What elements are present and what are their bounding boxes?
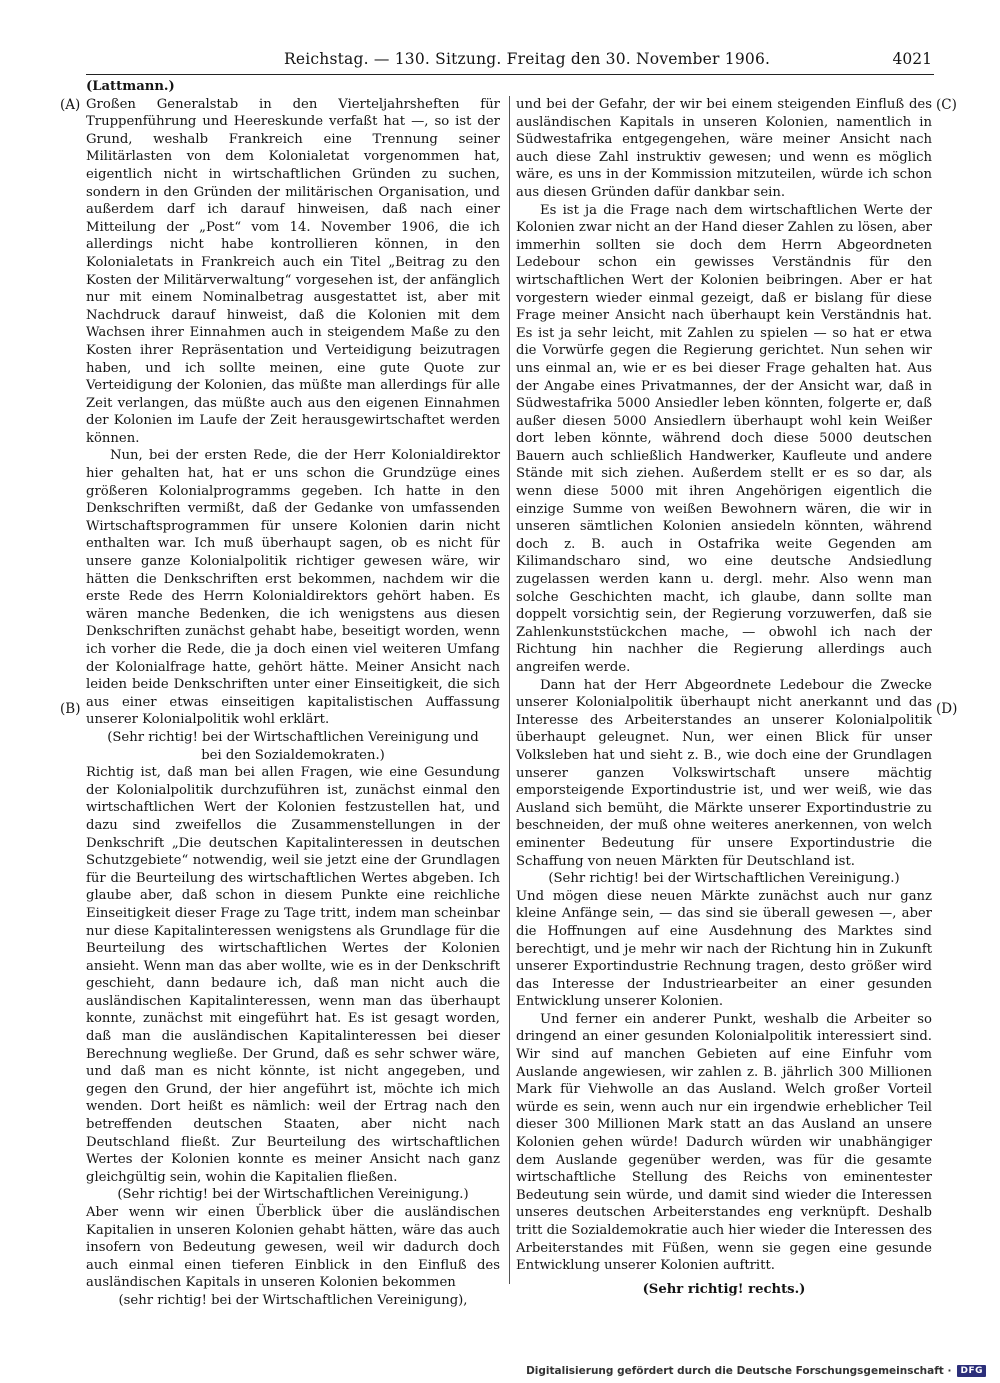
- digitization-footer: [526, 1365, 986, 1377]
- interjection: (Sehr richtig! bei der Wirtschaftlichen Vereinigung.): [117, 1187, 469, 1203]
- paragraph: Großen Generalstab in den Vierteljahrsheften für Truppenführung und Heereskunde verfaßt hat —, so ist der Grund, weshalb Frankreich eine Trennung seiner Militärlasten von dem Kolonialetat vorgenommen hat, eigentlich nicht in wirtschaftlichen Gründen zu suchen, sondern in den Gründen der militärischen Organisation, und außerdem darf ich darauf hinweisen, daß nach einer Mitteilung der „Post“ vom 14. November 1906, die ich allerdings nicht habe kontrollieren können, in den Kolonialetats in Frankreich auch ein Titel „Beitrag zu den Kosten der Militärverwaltung“ vorgesehen ist, der anfänglich nur mit einem Nominalbetrag ausgestattet ist, aber mit Nachdruck darauf hinweist, daß die Kolonien mit dem Wachsen ihrer Einnahmen auch in steigendem Maße zu den Kosten ihrer Repräsentation und Verteidigung beizutragen haben, und ich sollte meinen, eine gute Quote zur Verteidigung der Kolonien, das müßte man allerdings für alle Zeit verlangen, das müßte auch aus den eigenen Einnahmen der Kolonien im Laufe der Zeit herausgewirtschaftet werden können.: [86, 96, 500, 446]
- paragraph: Richtig ist, daß man bei allen Fragen, wie eine Gesundung der Kolonialpolitik durchzuführen ist, zunächst einmal den wirtschaftlichen Wert der Kolonien festzustellen hat, und dazu sind zweifellos die Zusammenstellungen in der Denkschrift „Die deutschen Kapitalinteressen in deutschen Schutzgebiete“ notwendig, weil sie jetzt eine der Grundlagen für die Beurteilung des wirtschaftlichen Wertes abgeben. Ich glaube aber, daß schon in diesem Punkte eine reichliche Einseitigkeit dieser Frage zu Tage tritt, indem man scheinbar nur diese Kapitalinteressen wenigstens als Grundlage für die Beurteilung des wirtschaftlichen Wertes der Kolonien ansieht. Wenn man das aber wollte, wie es in der Denkschrift geschieht, dann bedaure ich, daß man nicht auch die ausländischen Kapitalinteressen, wenn man das überhaupt konnte, zunächst mit eingeführt hat. Es ist gesagt worden, daß man die ausländischen Kapitalinteressen bei dieser Berechnung wegließe. Der Grund, daß es sehr schwer wäre, und daß man es nicht könnte, ist nicht angegeben, und gegen den Grund, der hier angeführt ist, möchte ich mich wenden. Dort heißt es nämlich: weil der Ertrag nach den betreffenden deutschen Staaten, aber nicht nach Deutschland fließt. Zur Beurteilung des wirtschaftlichen Wertes der Kolonien konnte es meiner Ansicht nach ganz gleichgültig sein, wohin die Kapitalien fließen.: [86, 765, 500, 1185]
- speaker-label: (Lattmann.): [86, 79, 175, 94]
- dfg-logo-icon: DFG: [957, 1365, 986, 1377]
- margin-letter-a: (A): [60, 97, 81, 113]
- paragraph: Und ferner ein anderer Punkt, weshalb die Arbeiter so dringend an einer gesunden Kolonialpolitik interessiert sind. Wir sind auf manchen Gebieten auf eine Einfuhr vom Auslande angewiesen, wir zahlen z. B. jährlich 300 Millionen Mark für Viehwolle an das Ausland. Welch großer Vorteil würde es sein, wenn auch nur ein irgendwie erheblicher Teil dieser 300 Millionen Mark statt an das Ausland an unsere Kolonien gehen würde! Dadurch würden wir unabhängiger dem Auslande gegenüber werden, was für die gesamte wirtschaftliche Stellung des Reichs von eminentester Bedeutung sein würde, und damit sind wieder die Interessen unseres deutschen Arbeiterstandes eng verknüpft. Deshalb tritt die Sozialdemokratie auch hier wieder die Interessen des Arbeiterstandes mit Füßen, wenn sie gegen eine gesunde Entwicklung unserer Kolonien auftritt.: [516, 1011, 932, 1274]
- interjection: (Sehr richtig! bei der Wirtschaftlichen Vereinigung und bei den Sozialdemokraten.): [107, 729, 479, 763]
- margin-letter-c: (C): [936, 97, 957, 113]
- paragraph: Und mögen diese neuen Märkte zunächst auch nur ganz kleine Anfänge sein, — das sind sie überall gewesen —, aber die Hoffnungen auf eine Ausdehnung des Marktes sind berechtigt, und je mehr wir nach der Richtung hin in Zukunft unserer Exportindustrie Rechnung tragen, desto größer wird das Interesse der Industriearbeiter an einer gesunden Entwicklung unserer Kolonien.: [516, 888, 932, 1010]
- paragraph: Dann hat der Herr Abgeordnete Ledebour die Zwecke unserer Kolonialpolitik überhaupt nicht anerkannt und das Interesse des Arbeiterstandes an unserer Kolonialpolitik überhaupt geleugnet. Nun, wer einen Blick für unser Volksleben hat und sieht z. B., wie doch eine der Grundlagen unserer ganzen Volkswirtschaft unsere mächtig emporsteigende Exportindustrie ist, und wer weiß, wie das Ausland sich bemüht, die Märkte unserer Exportindustrie zu beschneiden, der muß ohne weiteres anerkennen, von welch eminenter Bedeutung für unsere Exportindustrie die Schaffung von neuen Märkten für Deutschland ist.: [516, 677, 932, 869]
- page-header: [62, 50, 938, 72]
- paragraph: Nun, bei der ersten Rede, die der Herr Kolonialdirektor hier gehalten hat, hat er uns schon die Grundzüge eines größeren Kolonialprogramms gegeben. Ich hatte in den Denkschriften vermißt, daß der Gedanke von umfassenden Wirtschaftsprogrammen für unsere Kolonien darin nicht enthalten war. Ich muß überhaupt sagen, ob es nicht für unsere ganze Kolonialpolitik richtiger gewesen wäre, wir hätten die Denkschriften erst bekommen, nachdem wir die erste Rede des Herrn Kolonialdirektors gehört haben. Es wären manche Bedenken, die ich wenigstens aus diesen Denkschriften zunächst gehabt habe, beseitigt worden, wenn ich vorher die Rede, die ja doch einen viel weiteren Umfang der Kolonialfrage hatte, gehört hätte. Meiner Ansicht nach leiden beide Denkschriften unter einer Einseitigkeit, die sich aus einer etwas einseitigen kapitalistischen Auffassung unserer Kolonialpolitik wohl erklärt.: [86, 448, 500, 728]
- paragraph: Aber wenn wir einen Überblick über die ausländischen Kapitalien in unseren Kolonien gehabt hätten, wäre das auch insofern von Bedeutung gewesen, weil wir dadurch doch auch einmal einen tieferen Einblick in den Einfluß des ausländischen Kapitals in unseren Kolonien bekommen: [86, 1205, 500, 1291]
- header-rule: [86, 74, 934, 75]
- column-divider: [509, 96, 510, 1284]
- interjection: (sehr richtig! bei der Wirtschaftlichen Vereinigung),: [118, 1292, 468, 1308]
- interjection: (Sehr richtig! bei der Wirtschaftlichen Vereinigung.): [548, 871, 900, 887]
- margin-letter-b: (B): [60, 701, 81, 717]
- running-title: Reichstag. — 130. Sitzung. Freitag den 30. November 1906.: [284, 50, 771, 68]
- page-number: 4021: [892, 50, 932, 68]
- margin-letter-d: (D): [936, 701, 958, 717]
- left-column: [86, 78, 500, 1310]
- right-column: [516, 96, 932, 1298]
- footer-text: Digitalisierung gefördert durch die Deutsche Forschungsgemeinschaft ·: [526, 1365, 952, 1377]
- interjection: (Sehr richtig! rechts.): [642, 1281, 806, 1297]
- paragraph: und bei der Gefahr, der wir bei einem steigenden Einfluß des ausländischen Kapitals in unseren Kolonien, namentlich in Südwestafrika entgegengehen, wäre meiner Ansicht nach auch diese Zahl instruktiv gewesen; und wenn es möglich wäre, es uns in der Kommission mitzuteilen, würde ich schon aus diesen Gründen dafür dankbar sein.: [516, 97, 932, 200]
- paragraph: Es ist ja die Frage nach dem wirtschaftlichen Werte der Kolonien zwar nicht an der Hand dieser Zahlen zu lösen, aber immerhin sollten sie doch dem Herrn Abgeordneten Ledebour schon ein gewisses Verständnis für den wirtschaftlichen Wert der Kolonien beibringen. Aber er hat vorgestern wieder einmal gezeigt, daß er bislang für diese Frage meiner Ansicht nach überhaupt kein Verständnis hat. Es ist ja sehr leicht, mit Zahlen zu spielen — so hat er etwa die Vorwürfe gegen die Regierung gerichtet. Nun sehen wir uns einmal an, wie er es bei dieser Frage gehalten hat. Aus der Angabe eines Privatmannes, der der Ansicht war, daß in Südwestafrika 5000 Ansiedler leben könnten, folgerte er, daß außer diesen 5000 Ansiedlern überhaupt wohl kein Weißer dort leben könnte, während doch diese 5000 deutschen Bauern auch schließlich Handwerker, Kaufleute und andere Stände mit sich ziehen. Außerdem stellt er es so dar, als wenn diese 5000 mit ihren Angehörigen eigentlich die einzige Summe von weißen Bewohnern wären, die wir in unseren sämtlichen Kolonien ansiedeln könnten, während doch z. B. auch in Ostafrika weite Gegenden am Kilimandscharo sind, wo eine deutsche Andsiedlung zugelassen werden kann u. dergl. mehr. Also wenn man solche Geschichten macht, ich glaube, dann sollte man doppelt vorsichtig sein, der Regierung vorzuwerfen, daß sie Zahlenkunststückchen mache, — obwohl ich nach der Richtung hin nachher die Regierung allerdings auch angreifen werde.: [516, 202, 932, 675]
